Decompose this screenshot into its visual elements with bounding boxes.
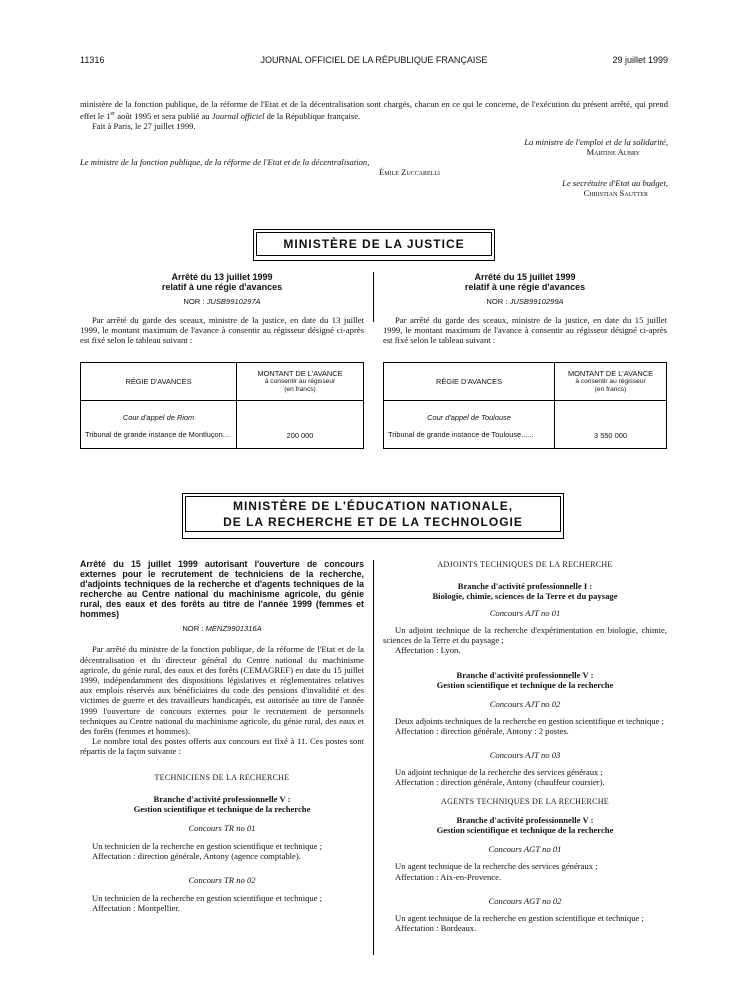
- concours-text: Deux adjoints techniques de la recherche en gestion scientifique et technique ;: [395, 715, 664, 726]
- concours-title: Concours TR no 01: [188, 822, 256, 833]
- education-left-column: [80, 560, 364, 913]
- article-title: Arrêté du 15 juillet 1999: [474, 272, 576, 282]
- justice-ministry-title: MINISTÈRE DE LA JUSTICE: [256, 232, 492, 256]
- nor-reference: NOR : JUSB9910299A: [486, 297, 564, 306]
- intro-section: [80, 99, 668, 131]
- concours-text: Un technicien de la recherche en gestion scientifique et technique ;: [92, 840, 323, 851]
- page-number: 11316: [80, 55, 105, 65]
- section-heading: AGENTS TECHNIQUES DE LA RECHERCHE: [441, 797, 609, 807]
- education-column-divider: [373, 560, 374, 955]
- table-row-court: Cour d'appel de Riom Tribunal de grande instance de Montluçon....: [81, 401, 237, 449]
- col-header-regie: RÉGIE D'AVANCES: [384, 363, 555, 401]
- branch-line-1: Branche d'activité professionnelle V :: [153, 793, 291, 804]
- justice-left-article: [80, 272, 364, 346]
- branch-line-1: Branche d'activité professionnelle V :: [456, 669, 594, 680]
- concours-affectation: Affectation : Bordeaux.: [395, 923, 477, 934]
- concours-title: Concours AGT no 01: [488, 844, 562, 855]
- concours-affectation: Affectation : direction générale, Antony (chauffeur coursier).: [395, 777, 605, 788]
- branch-line-2: Gestion scientifique et technique de la recherche: [133, 803, 311, 814]
- concours-affectation: Affectation : Aix-en-Provence.: [395, 871, 502, 882]
- concours-affectation: Affectation : Lyon.: [395, 645, 461, 656]
- col-header-montant: MONTANT DE L'AVANCE à consentir au régisseur (en francs): [555, 363, 667, 401]
- justice-ministry-box: [253, 229, 495, 261]
- concours-affectation: Affectation : direction générale, Antony : 2 postes.: [395, 725, 569, 736]
- article-body-2: Le nombre total des postes offerts aux concours est fixé à 11. Ces postes sont répartis de la façon suivante :: [80, 736, 364, 757]
- justice-column-divider: [373, 272, 374, 322]
- education-ministry-box: [182, 493, 564, 539]
- journal-title: JOURNAL OFFICIEL DE LA RÉPUBLIQUE FRANÇAISE: [260, 55, 488, 65]
- concours-text: Un agent technique de la recherche des services généraux ;: [395, 861, 598, 872]
- concours-text: Un technicien de la recherche en gestion scientifique et technique ;: [92, 893, 323, 904]
- branch-line-1: Branche d'activité professionnelle I :: [457, 581, 593, 591]
- concours-title: Concours TR no 02: [188, 875, 256, 886]
- article-subtitle: relatif à une régie d'avances: [161, 282, 283, 292]
- signature-1-role: La ministre de l'emploi et de la solidarité,: [524, 137, 668, 147]
- signature-2-role: Le ministre de la fonction publique, de la réforme de l'Etat et de la décentralisation,: [80, 157, 370, 167]
- done-at: Fait à Paris, le 27 juillet 1999.: [92, 121, 196, 132]
- concours-text: Un adjoint technique de la recherche d'expérimentation en biologie, chimie, sciences de la Terre et du paysage ;: [383, 625, 667, 646]
- signature-3-role: Le secrétaire d'Etat au budget,: [562, 178, 668, 188]
- page-header: [80, 55, 668, 69]
- concours-text: Un adjoint technique de la recherche des services généraux ;: [395, 767, 603, 778]
- education-right-column: [383, 560, 667, 933]
- signature-1-name: Martine Aubry: [586, 147, 640, 157]
- article-body: Par arrêté du garde des sceaux, ministre de la justice, en date du 13 juillet 1999, le montant maximum de l'avance à consentir au régisseur désigné ci-après est fixé selon le tableau suivant :: [80, 315, 364, 346]
- article-body-1: Par arrêté du ministre de la fonction publique, de la réforme de l'Etat et de la décentralisation et du directeur général du Centre national du machinisme agricole, du génie rural, des eaux et des forêts (CEMAGREF) en date du 15 juillet 1999, indépendamment des dispositions législatives et réglementaires relatives aux emplois réservés aux bénéficiaires du code des pensions d'invalidité et des victimes de guerre et des travailleurs handicapés, est autorisée au titre de l'année 1999 l'ouverture de concours externes pour le recrutement de personnels techniques au Centre national du machinisme agricole, du génie rural, des eaux et des forêts (femmes et hommes).: [80, 644, 364, 737]
- article-subtitle: relatif à une régie d'avances: [464, 282, 586, 292]
- table-cell-amount: 3 550 000: [555, 401, 667, 449]
- nor-reference: NOR : JUSB9910297A: [183, 297, 261, 306]
- branch-line-2: Gestion scientifique et technique de la recherche: [436, 825, 614, 836]
- signature-3-name: Christian Sautter: [583, 188, 648, 198]
- concours-title: Concours AJT no 02: [489, 698, 561, 709]
- education-ministry-title: MINISTÈRE DE L'ÉDUCATION NATIONALE, DE LA RECHERCHE ET DE LA TECHNOLOGIE: [185, 496, 561, 532]
- branch-line-2: Biologie, chimie, sciences de la Terre et du paysage: [432, 591, 618, 601]
- justice-right-article: [383, 272, 667, 346]
- branch-line-1: Branche d'activité professionnelle V :: [456, 815, 594, 826]
- col-header-regie: RÉGIE D'AVANCES: [81, 363, 237, 401]
- concours-title: Concours AGT no 02: [488, 895, 562, 906]
- table-cell-amount: 200 000: [237, 401, 364, 449]
- table-row-court: Cour d'appel de Toulouse Tribunal de grande instance de Toulouse......: [384, 401, 555, 449]
- branch-line-2: Gestion scientifique et technique de la recherche: [436, 679, 614, 690]
- concours-title: Concours AJT no 03: [489, 750, 561, 761]
- article-body: Par arrêté du garde des sceaux, ministre de la justice, en date du 15 juillet 1999, le montant maximum de l'avance à consentir au régisseur désigné ci-après est fixé selon le tableau suivant :: [383, 315, 667, 346]
- article-title: Arrêté du 15 juillet 1999 autorisant l'ouverture de concours externes pour le recrutement de techniciens de la recherche, d'adjoints techniques de la recherche et d'agents techniques de la recherche au Centre national du machinisme agricole, du génie rural, des eaux et des forêts au titre de l'année 1999 (femmes et hommes): [80, 559, 364, 619]
- section-heading: ADJOINTS TECHNIQUES DE LA RECHERCHE: [437, 560, 613, 569]
- justice-right-table: [383, 362, 667, 449]
- justice-left-table: [80, 362, 364, 449]
- nor-reference: NOR : MENZ9901316A: [182, 624, 262, 634]
- section-heading: TECHNICIENS DE LA RECHERCHE: [154, 772, 290, 782]
- page-date: 29 juillet 1999: [612, 55, 668, 65]
- col-header-montant: MONTANT DE L'AVANCE à consentir au régisseur (en francs): [237, 363, 364, 401]
- concours-text: Un agent technique de la recherche en gestion scientifique et technique ;: [395, 912, 644, 923]
- concours-affectation: Affectation : direction générale, Antony (agence comptable).: [92, 850, 301, 861]
- concours-affectation: Affectation : Montpellier.: [92, 903, 180, 914]
- signature-2-name: Émile Zuccarelli: [379, 167, 440, 177]
- article-title: Arrêté du 13 juillet 1999: [171, 272, 273, 282]
- concours-title: Concours AJT no 01: [489, 608, 561, 618]
- intro-paragraph: ministère de la fonction publique, de la réforme de l'Etat et de la décentralisation sont chargés, chacun en ce qui le concerne, de l'exécution du présent arrêté, qui prend effet le 1er août 1995 et sera publié au Journal officiel de la République française.: [80, 99, 668, 122]
